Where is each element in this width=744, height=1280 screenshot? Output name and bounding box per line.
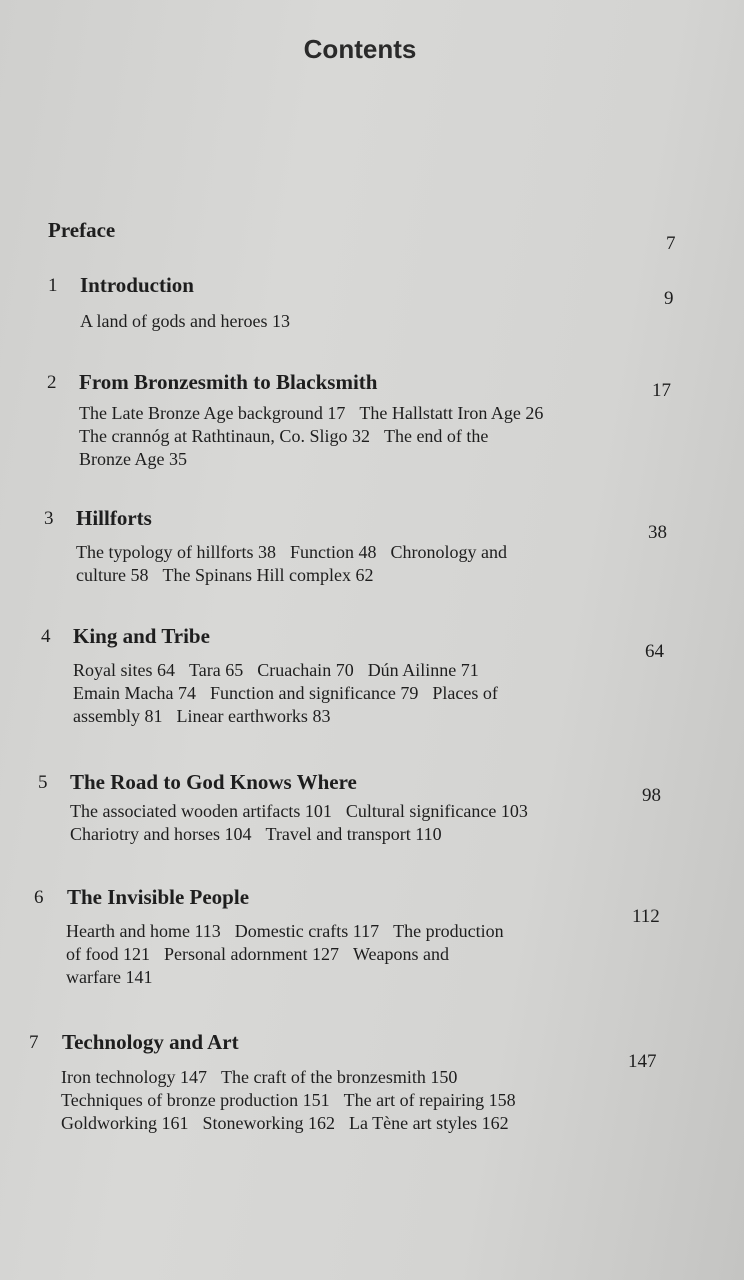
section-title: The Hallstatt Iron Age	[359, 403, 521, 423]
section-page: 151	[302, 1090, 330, 1110]
chapter-page: 17	[652, 380, 671, 401]
section-page: 117	[352, 921, 380, 941]
section-page: 110	[415, 824, 442, 844]
section-line	[79, 448, 543, 471]
section-page: 147	[179, 1067, 207, 1087]
section-line	[79, 402, 543, 425]
section-title: assembly	[73, 706, 140, 726]
chapter-page: 9	[664, 288, 674, 309]
preface-page: 7	[666, 233, 676, 254]
section-page: 65	[225, 660, 244, 680]
section-line	[80, 310, 290, 333]
section-title: The typology of hillforts	[76, 542, 254, 562]
section-page: 162	[481, 1113, 509, 1133]
section-line	[61, 1066, 516, 1089]
section-line	[61, 1112, 516, 1135]
section-page: 141	[125, 967, 153, 987]
section-title: Bronze Age	[79, 449, 165, 469]
section-page: 74	[177, 683, 196, 703]
section-page: 38	[257, 542, 276, 562]
section-line	[79, 425, 543, 448]
section-title: A land of gods and heroes	[80, 311, 268, 331]
section-page: 158	[488, 1090, 516, 1110]
chapter-number: 3	[44, 508, 54, 529]
section-page: 81	[144, 706, 163, 726]
section-page: 26	[525, 403, 544, 423]
chapter-number: 4	[41, 626, 51, 647]
section-page: 83	[312, 706, 331, 726]
section-page: 150	[430, 1067, 458, 1087]
section-title: Tara	[189, 660, 221, 680]
chapter-page: 38	[648, 522, 667, 543]
section-page: 161	[161, 1113, 189, 1133]
chapter-number: 1	[48, 275, 58, 296]
section-title: The Spinans Hill complex	[162, 565, 351, 585]
section-page: 58	[130, 565, 149, 585]
section-line	[70, 800, 528, 823]
section-title: Linear earthworks	[176, 706, 308, 726]
section-list	[80, 310, 290, 333]
section-title: Royal sites	[73, 660, 153, 680]
chapter-title: The Road to God Knows Where	[70, 770, 357, 794]
section-list	[73, 659, 498, 728]
section-line	[66, 966, 504, 989]
section-page: 64	[157, 660, 175, 680]
section-title: of food	[66, 944, 119, 964]
section-title: The Late Bronze Age background	[79, 403, 323, 423]
chapter-title: Hillforts	[76, 506, 152, 530]
section-list	[66, 920, 504, 989]
section-page: 62	[355, 565, 374, 585]
section-line	[73, 659, 498, 682]
chapter-title: The Invisible People	[67, 885, 250, 909]
section-page: 162	[308, 1113, 335, 1133]
section-title: Cultural significance	[345, 801, 497, 821]
section-list	[70, 800, 528, 846]
section-page: 104	[224, 824, 252, 844]
section-title: Chronology and	[390, 542, 507, 562]
section-title: Dún Ailinne	[367, 660, 457, 680]
section-page: 121	[123, 944, 150, 964]
chapter-page: 112	[632, 906, 660, 927]
section-title: Chariotry and horses	[70, 824, 220, 844]
section-page: 13	[271, 311, 290, 331]
chapter-title: King and Tribe	[73, 624, 210, 648]
section-line	[66, 920, 504, 943]
section-title: Personal adornment	[164, 944, 308, 964]
chapter-number: 5	[38, 772, 48, 793]
section-list	[79, 402, 543, 471]
section-title: warfare	[66, 967, 121, 987]
section-title: culture	[76, 565, 126, 585]
section-title: Stoneworking	[202, 1113, 304, 1133]
preface-title: Preface	[48, 218, 116, 242]
section-list	[61, 1066, 516, 1135]
chapter-title: Introduction	[80, 273, 194, 297]
section-title: Hearth and home	[66, 921, 190, 941]
chapter-number: 2	[47, 372, 57, 393]
section-title: Weapons and	[352, 944, 449, 964]
section-line	[76, 541, 507, 564]
section-title: The crannóg at Rathtinaun, Co. Sligo	[79, 426, 348, 446]
section-title: The production	[393, 921, 504, 941]
chapter-page: 98	[642, 785, 661, 806]
section-line	[73, 705, 498, 728]
section-page: 71	[460, 660, 479, 680]
section-line	[61, 1089, 516, 1112]
section-title: Domestic crafts	[234, 921, 349, 941]
chapter-page: 64	[645, 641, 664, 662]
chapter-number: 7	[29, 1032, 39, 1053]
section-title: Function and significance	[209, 683, 396, 703]
section-page: 70	[335, 660, 354, 680]
section-line	[66, 943, 504, 966]
section-title: The associated wooden artifacts	[70, 801, 301, 821]
section-page: 79	[400, 683, 419, 703]
chapter-title: From Bronzesmith to Blacksmith	[79, 370, 378, 394]
section-title: Goldworking	[61, 1113, 157, 1133]
section-title: Techniques of bronze production	[61, 1090, 299, 1110]
section-title: Function	[289, 542, 354, 562]
chapter-page: 147	[628, 1051, 657, 1072]
section-title: Travel and transport	[265, 824, 411, 844]
page-title: Contents	[303, 34, 417, 64]
section-title: Emain Macha	[73, 683, 174, 703]
section-page: 35	[168, 449, 187, 469]
chapter-number: 6	[34, 887, 44, 908]
section-page: 32	[351, 426, 370, 446]
section-title: Iron technology	[61, 1067, 176, 1087]
section-title: The art of repairing	[343, 1090, 485, 1110]
section-title: The end of the	[383, 426, 489, 446]
section-list	[76, 541, 507, 587]
section-title: La Tène art styles	[349, 1113, 478, 1133]
section-line	[76, 564, 507, 587]
section-title: The craft of the bronzesmith	[220, 1067, 426, 1087]
section-line	[70, 823, 528, 846]
section-page: 103	[500, 801, 528, 821]
section-page: 48	[358, 542, 377, 562]
section-page: 101	[304, 801, 332, 821]
section-line	[73, 682, 498, 705]
section-title: Cruachain	[257, 660, 332, 680]
section-title: Places of	[432, 683, 498, 703]
section-page: 113	[194, 921, 221, 941]
section-page: 17	[327, 403, 346, 423]
chapter-title: Technology and Art	[62, 1030, 239, 1054]
section-page: 127	[311, 944, 339, 964]
